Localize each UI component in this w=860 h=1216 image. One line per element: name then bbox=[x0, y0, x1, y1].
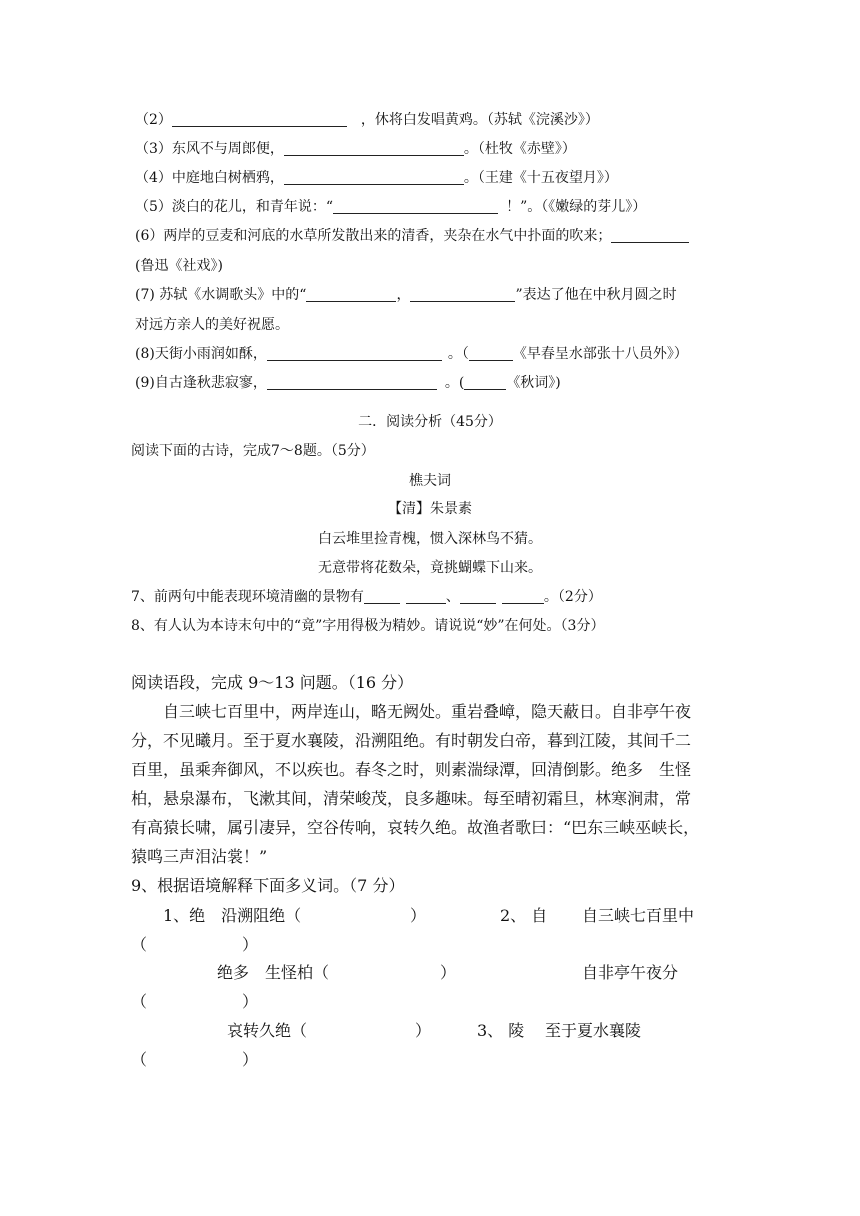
passage-line: 自三峡七百里中，两岸连山，略无阙处。重岩叠嶂，隐天蔽日。自非亭午夜 bbox=[163, 702, 692, 721]
item-number: （2） bbox=[135, 112, 172, 128]
question-7 bbox=[131, 588, 602, 606]
passage-line: 猿鸣三声泪沾裳！” bbox=[131, 847, 268, 866]
answer-blank[interactable] bbox=[406, 588, 446, 604]
answer-bracket-close[interactable]: ） bbox=[440, 963, 457, 982]
section-heading: 二．阅读分析（45分） bbox=[358, 414, 502, 430]
fill-text: （5）淡白的花儿，和青年说：“ bbox=[135, 199, 334, 215]
fill-text: (9)自古逢秋悲寂寥， bbox=[135, 375, 267, 391]
answer-blank[interactable] bbox=[469, 345, 513, 361]
source-citation: 《早春呈水部张十八员外》） bbox=[512, 346, 688, 362]
q9-phrase: 自三峡七百里中 bbox=[582, 906, 695, 925]
question-8: 8、有人认为本诗末句中的“竟”字用得极为精妙。请说说“妙”在何处。（3分） bbox=[131, 618, 605, 634]
q9-phrase: 至于夏水襄陵 bbox=[545, 1021, 642, 1040]
answer-bracket-open[interactable]: （ bbox=[131, 935, 148, 954]
passage-line: 百里，虽乘奔御风，不以疾也。春冬之时，则素湍绿潭，回清倒影。绝多 生怪 bbox=[131, 760, 692, 779]
answer-blank[interactable] bbox=[267, 374, 437, 390]
poem-line: 无意带将花数朵，竟挑蝴蝶下山来。 bbox=[318, 560, 542, 576]
fill-text: 。( bbox=[444, 375, 465, 391]
fill-item-7 bbox=[135, 286, 677, 304]
answer-bracket-close[interactable]: ） bbox=[410, 906, 427, 925]
q9-item-2: 2、 自 bbox=[500, 906, 548, 925]
poem-author: 【清】朱景素 bbox=[388, 501, 472, 517]
fill-item-2 bbox=[135, 111, 599, 129]
answer-blank[interactable] bbox=[460, 588, 496, 604]
reading-intro: 阅读语段，完成 9～13 问题。（16 分） bbox=[131, 673, 414, 692]
passage-line: 柏，悬泉瀑布，飞漱其间，清荣峻茂，良多趣味。每至晴初霜旦，林寒涧肃，常 bbox=[131, 789, 692, 808]
fill-text: 。（ bbox=[447, 346, 469, 362]
q9-item-1: 1、绝 沿溯阻绝（ bbox=[163, 906, 302, 925]
question-9-title: 9、根据语境解释下面多义词。（7 分） bbox=[131, 876, 405, 895]
q9-item-3: 3、 陵 bbox=[477, 1021, 525, 1040]
fill-text: (8)天街小雨润如酥， bbox=[135, 346, 267, 362]
answer-blank[interactable] bbox=[284, 140, 464, 156]
answer-blank[interactable] bbox=[502, 588, 544, 604]
answer-bracket-close[interactable]: ） bbox=[415, 1021, 432, 1040]
fill-text: (6）两岸的豆麦和河底的水草所发散出来的清香，夹杂在水气中扑面的吹来； bbox=[135, 228, 612, 244]
fill-item-8 bbox=[135, 345, 688, 363]
answer-blank[interactable] bbox=[410, 286, 515, 302]
answer-blank[interactable] bbox=[333, 198, 498, 214]
answer-blank[interactable] bbox=[172, 111, 347, 127]
question-text: 、 bbox=[445, 589, 460, 605]
q9-phrase: 哀转久绝（ bbox=[227, 1021, 308, 1040]
source-citation: 《秋词》) bbox=[506, 375, 561, 391]
answer-blank[interactable] bbox=[306, 286, 396, 302]
fill-text: (7) 苏轼《水调歌头》中的“ bbox=[135, 287, 307, 303]
answer-blank[interactable] bbox=[364, 588, 400, 604]
q9-phrase: 绝多 生怪柏（ bbox=[217, 963, 330, 982]
fill-text: ”表达了他在中秋月圆之时 bbox=[515, 287, 677, 303]
source-citation: （苏轼《浣溪沙》） bbox=[486, 112, 599, 128]
fill-text: ， bbox=[396, 287, 411, 303]
answer-bracket-open[interactable]: （ bbox=[131, 1050, 148, 1069]
source-citation: 。（王建《十五夜望月》） bbox=[463, 170, 618, 186]
answer-bracket-open[interactable]: （ bbox=[131, 992, 148, 1011]
poem-title: 樵夫词 bbox=[409, 473, 451, 489]
source-citation: ！”。（《嫩绿的芽儿》） bbox=[506, 199, 647, 215]
fill-text: （4）中庭地白树栖鸦， bbox=[135, 170, 284, 186]
passage-line: 有高猿长啸，属引凄异，空谷传响，哀转久绝。故渔者歌曰：“巴东三峡巫峡长， bbox=[131, 818, 700, 837]
fill-item-4 bbox=[135, 169, 618, 187]
answer-blank[interactable] bbox=[464, 374, 506, 390]
question-text: 7、前两句中能表现环境清幽的景物有 bbox=[131, 589, 364, 605]
answer-bracket-close[interactable]: ） bbox=[242, 935, 259, 954]
fill-item-3 bbox=[135, 140, 576, 158]
answer-blank[interactable] bbox=[284, 169, 464, 185]
section-intro: 阅读下面的古诗，完成7～8题。（5分） bbox=[131, 443, 375, 459]
answer-bracket-close[interactable]: ） bbox=[242, 1050, 259, 1069]
fill-item-6 bbox=[135, 227, 689, 245]
answer-blank[interactable] bbox=[611, 227, 689, 243]
fill-item-9 bbox=[135, 374, 561, 392]
source-citation: 。（杜牧《赤壁》） bbox=[463, 141, 576, 157]
source-citation: (鲁迅《社戏》) bbox=[135, 258, 223, 274]
fill-text: 对远方亲人的美好祝愿。 bbox=[135, 317, 289, 333]
fill-text: ，休将白发唱黄鸡。 bbox=[360, 112, 487, 128]
passage-line: 分，不见曦月。至于夏水襄陵，沿溯阻绝。有时朝发白帝，暮到江陵，其间千二 bbox=[131, 731, 692, 750]
question-text: 。（2分） bbox=[543, 589, 602, 605]
answer-bracket-close[interactable]: ） bbox=[242, 992, 259, 1011]
q9-phrase: 自非亭午夜分 bbox=[582, 963, 679, 982]
fill-text: （3）东风不与周郎便， bbox=[135, 141, 284, 157]
poem-line: 白云堆里捡青槐，惯入深林鸟不猜。 bbox=[318, 531, 542, 547]
fill-item-5 bbox=[135, 198, 646, 216]
answer-blank[interactable] bbox=[267, 345, 442, 361]
